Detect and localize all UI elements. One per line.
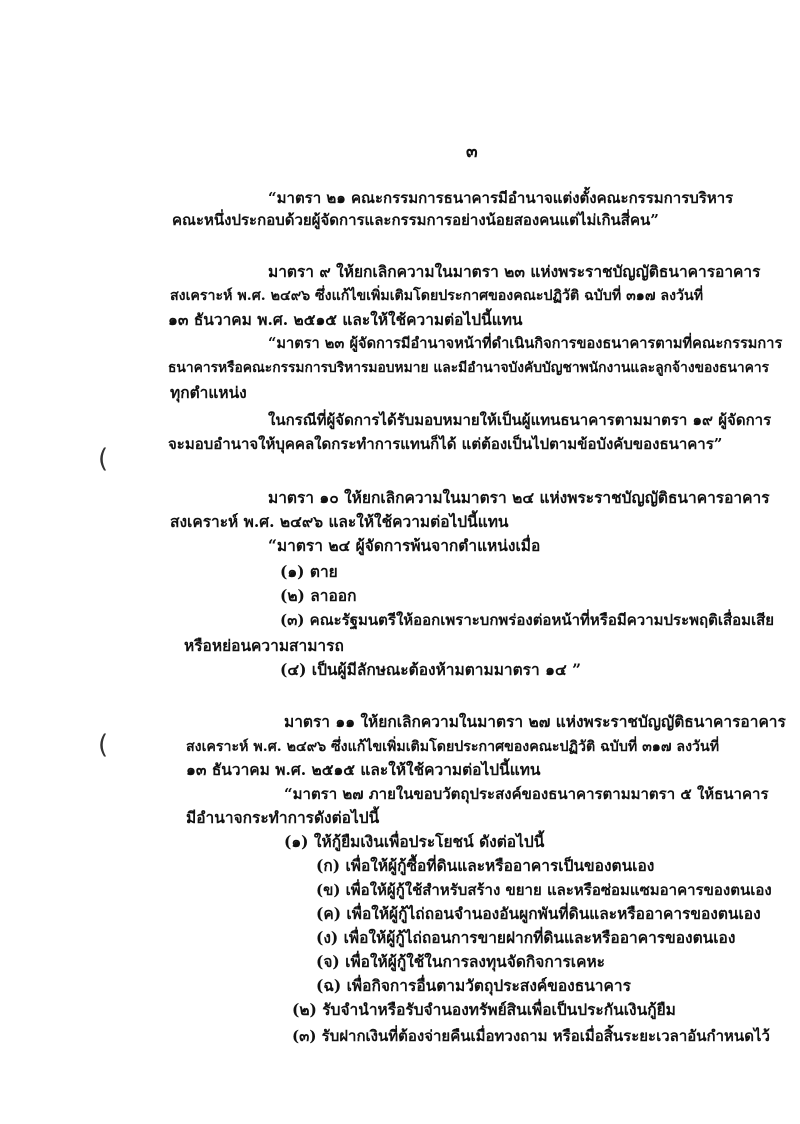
text-line: สงเคราะห์ พ.ศ. ๒๔๙๖ ซึ่งแก้ไขเพิ่มเติมโดยประกาศของคณะปฏิวัติ ฉบับที่ ๓๑๗ ลงวันที่ (170, 288, 704, 304)
text-line: สงเคราะห์ พ.ศ. ๒๔๙๖ และให้ใช้ความต่อไปนี้แทน (170, 512, 509, 531)
text-line: สงเคราะห์ พ.ศ. ๒๔๙๖ ซึ่งแก้ไขเพิ่มเติมโดยประกาศของคณะปฏิวัติ ฉบับที่ ๓๑๗ ลงวันที่ (186, 739, 720, 755)
text-line: ธนาคารหรือคณะกรรมการบริหารมอบหมาย และมีอำนาจบังคับบัญชาพนักงานและลูกจ้างของธนาคาร (168, 360, 770, 376)
text-line: หรือหย่อนความสามารถ (184, 636, 344, 655)
text-line: (๓) รับฝากเงินที่ต้องจ่ายคืนเมื่อทวงถาม หรือเมื่อสิ้นระยะเวลาอันกำหนดไว้ (292, 1027, 770, 1045)
text-line: มาตรา ๙ ให้ยกเลิกความในมาตรา ๒๓ แห่งพระราชบัญญัติธนาคารอาคาร (268, 262, 761, 281)
text-line: (๒) ลาออก (280, 586, 357, 605)
text-line: มาตรา ๑๐ ให้ยกเลิกความในมาตรา ๒๔ แห่งพระราชบัญญัติธนาคารอาคาร (268, 488, 770, 507)
text-line: (ค) เพื่อให้ผู้กู้ไถ่ถอนจำนองอันผูกพันที่ดินและหรืออาคารของตนเอง (316, 904, 761, 923)
text-line: “มาตรา ๒๓ ผู้จัดการมีอำนาจหน้าที่ดำเนินกิจการของธนาคารตามที่คณะกรรมการ (268, 335, 783, 352)
text-line: (ข) เพื่อให้ผู้กู้ใช้สำหรับสร้าง ขยาย และหรือซ่อมแซมอาคารของตนเอง (316, 881, 772, 899)
text-line: (๓) คณะรัฐมนตรีให้ออกเพราะบกพร่องต่อหน้าที่หรือมีความประพฤติเสื่อมเสีย (280, 611, 775, 629)
text-line: (ง) เพื่อให้ผู้กู้ไถ่ถอนการขายฝากที่ดินและหรืออาคารของตนเอง (316, 928, 736, 947)
text-line: (๒) รับจำนำหรือรับจำนองทรัพย์สินเพื่อเป็นประกันเงินกู้ยืม (292, 1000, 676, 1019)
page-number: ๓ (466, 142, 478, 162)
text-line: ๑๓ ธันวาคม พ.ศ. ๒๕๑๕ และให้ใช้ความต่อไปนี้แทน (168, 310, 523, 329)
text-line: ทุกตำแหน่ง (170, 383, 247, 402)
text-line: ๑๓ ธันวาคม พ.ศ. ๒๕๑๕ และให้ใช้ความต่อไปนี้แทน (186, 760, 541, 779)
text-line: “มาตรา ๒๔ ผู้จัดการพ้นจากตำแหน่งเมื่อ (268, 536, 541, 555)
text-line: (จ) เพื่อให้ผู้กู้ใช้ในการลงทุนจัดกิจการเคหะ (316, 952, 606, 971)
text-line: (ก) เพื่อให้ผู้กู้ซื้อที่ดินและหรืออาคารเป็นของตนเอง (316, 856, 655, 875)
text-line: มาตรา ๑๑ ให้ยกเลิกความในมาตรา ๒๗ แห่งพระราชบัญญัติธนาคารอาคาร (284, 712, 786, 731)
margin-mark: ( (98, 444, 109, 474)
text-line: มีอำนาจกระทำการดังต่อไปนี้ (186, 808, 380, 827)
text-line: คณะหนึ่งประกอบด้วยผู้จัดการและกรรมการอย่างน้อยสองคนแต่ไม่เกินสี่คน” (172, 211, 659, 229)
text-line: (๔) เป็นผู้มีลักษณะต้องห้ามตามมาตรา ๑๔ ” (280, 660, 581, 679)
text-line: (๑) ให้กู้ยืมเงินเพื่อประโยชน์ ดังต่อไปนี้ (284, 832, 545, 851)
text-line: (ฉ) เพื่อกิจการอื่นตามวัตถุประสงค์ของธนาคาร (316, 976, 631, 995)
text-line: (๑) ตาย (280, 562, 338, 581)
margin-mark: ( (98, 730, 109, 760)
text-line: จะมอบอำนาจให้บุคคลใดกระทำการแทนก็ได้ แต่ต้องเป็นไปตามข้อบังคับของธนาคาร” (168, 435, 723, 453)
text-line: ในกรณีที่ผู้จัดการได้รับมอบหมายให้เป็นผู้แทนธนาคารตามมาตรา ๑๙ ผู้จัดการ (268, 411, 772, 429)
text-line: “มาตรา ๒๑ คณะกรรมการธนาคารมีอำนาจแต่งตั้งคณะกรรมการบริหาร (268, 189, 734, 207)
text-line: “มาตรา ๒๗ ภายในขอบวัตถุประสงค์ของธนาคารตามมาตรา ๕ ให้ธนาคาร (284, 785, 769, 803)
